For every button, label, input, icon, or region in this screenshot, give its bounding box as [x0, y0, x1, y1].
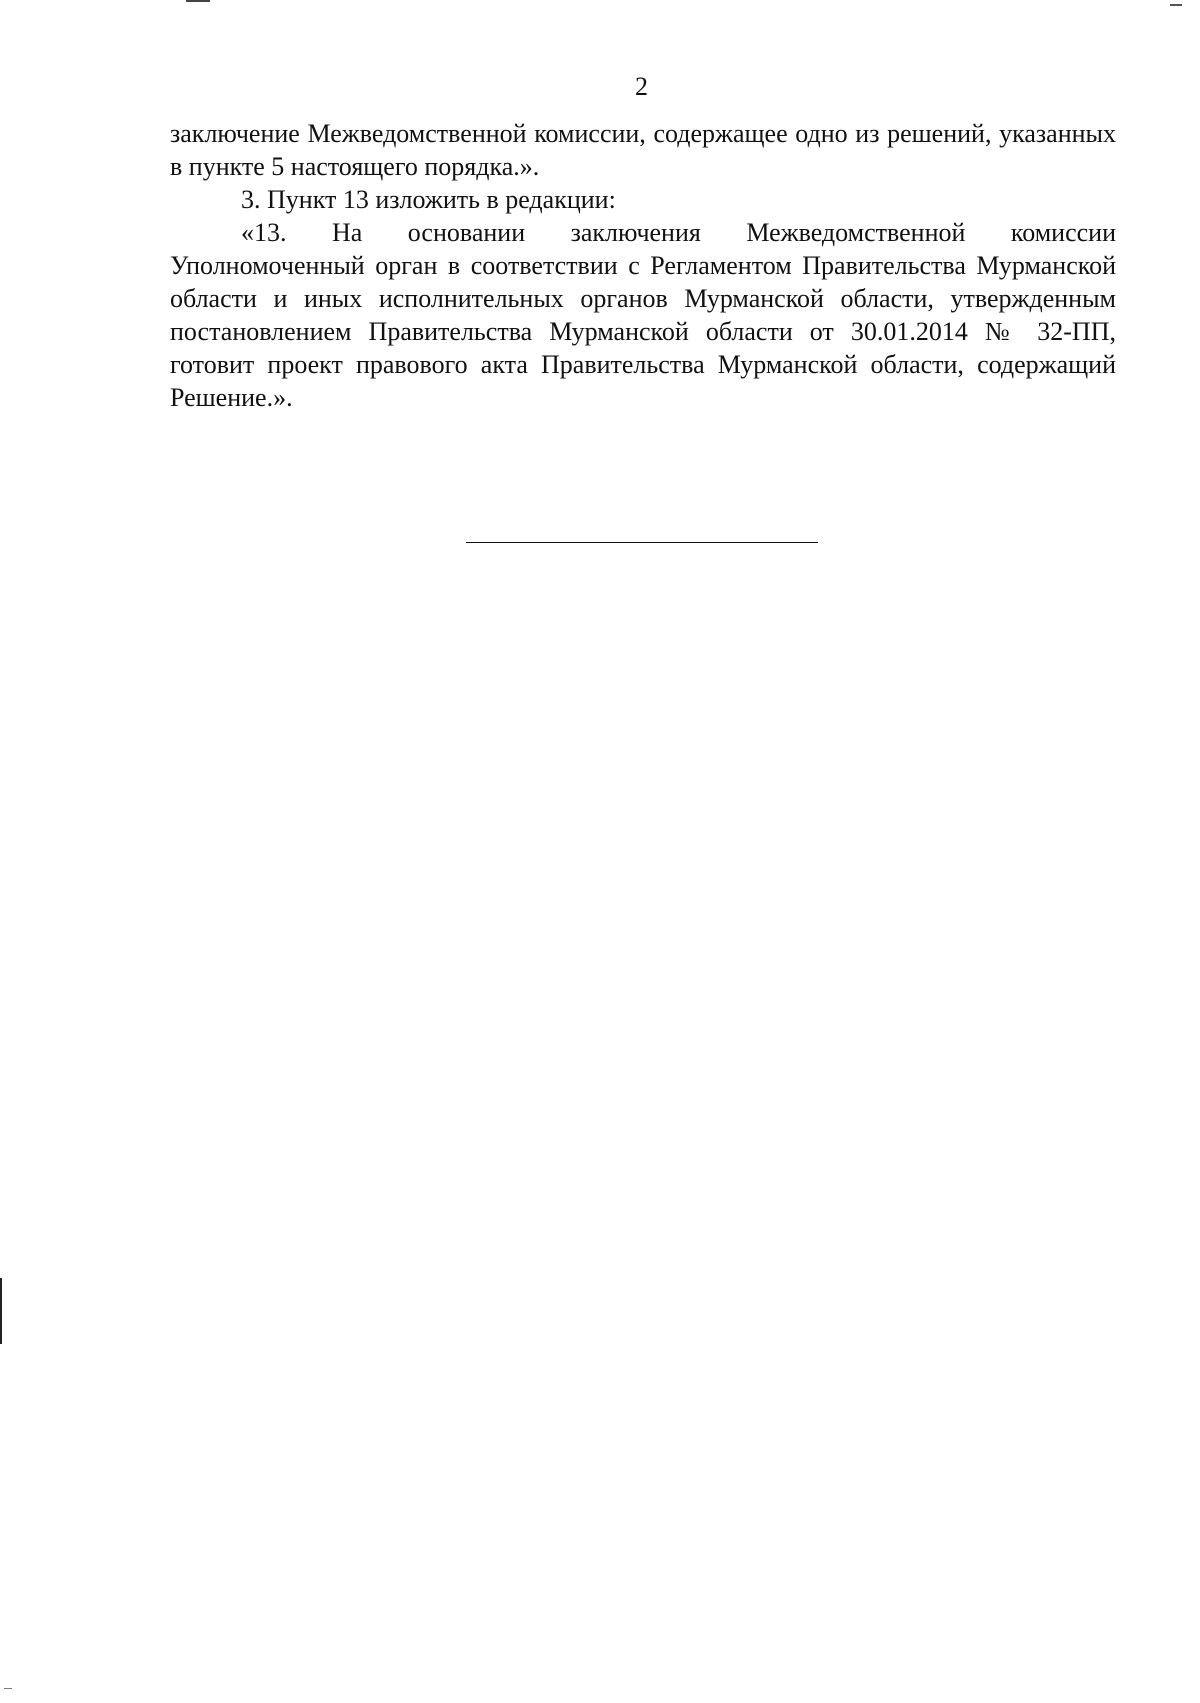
scan-artifact-bottom-left — [4, 1688, 12, 1689]
scan-artifact-top-left — [186, 0, 210, 2]
page-number: 2 — [635, 72, 648, 101]
scan-artifact-top-right — [1170, 4, 1182, 6]
end-of-text-divider — [466, 542, 818, 543]
paragraph-continuation: заключение Межведомственной комиссии, содержащее одно из решений, указанных в пункте 5 настоящего порядка.». — [170, 119, 1116, 181]
paragraph-clause-13: «13. На основании заключения Межведомственной комиссии Уполномоченный орган в соответствии с Регламентом Правительства Мурманской области и иных исполнительных органов Мурманской области, утвержденным постановлением Правительства Мурманской области от 30.01.2014 № 32-ПП, готовит проект правового акта Правительства Мурманской области, содержащий Решение.». — [170, 218, 1116, 412]
document-body — [170, 117, 1116, 414]
paragraph-amendment-instruction: 3. Пункт 13 изложить в редакции: — [241, 185, 616, 214]
scan-artifact-left-edge — [0, 1278, 2, 1344]
